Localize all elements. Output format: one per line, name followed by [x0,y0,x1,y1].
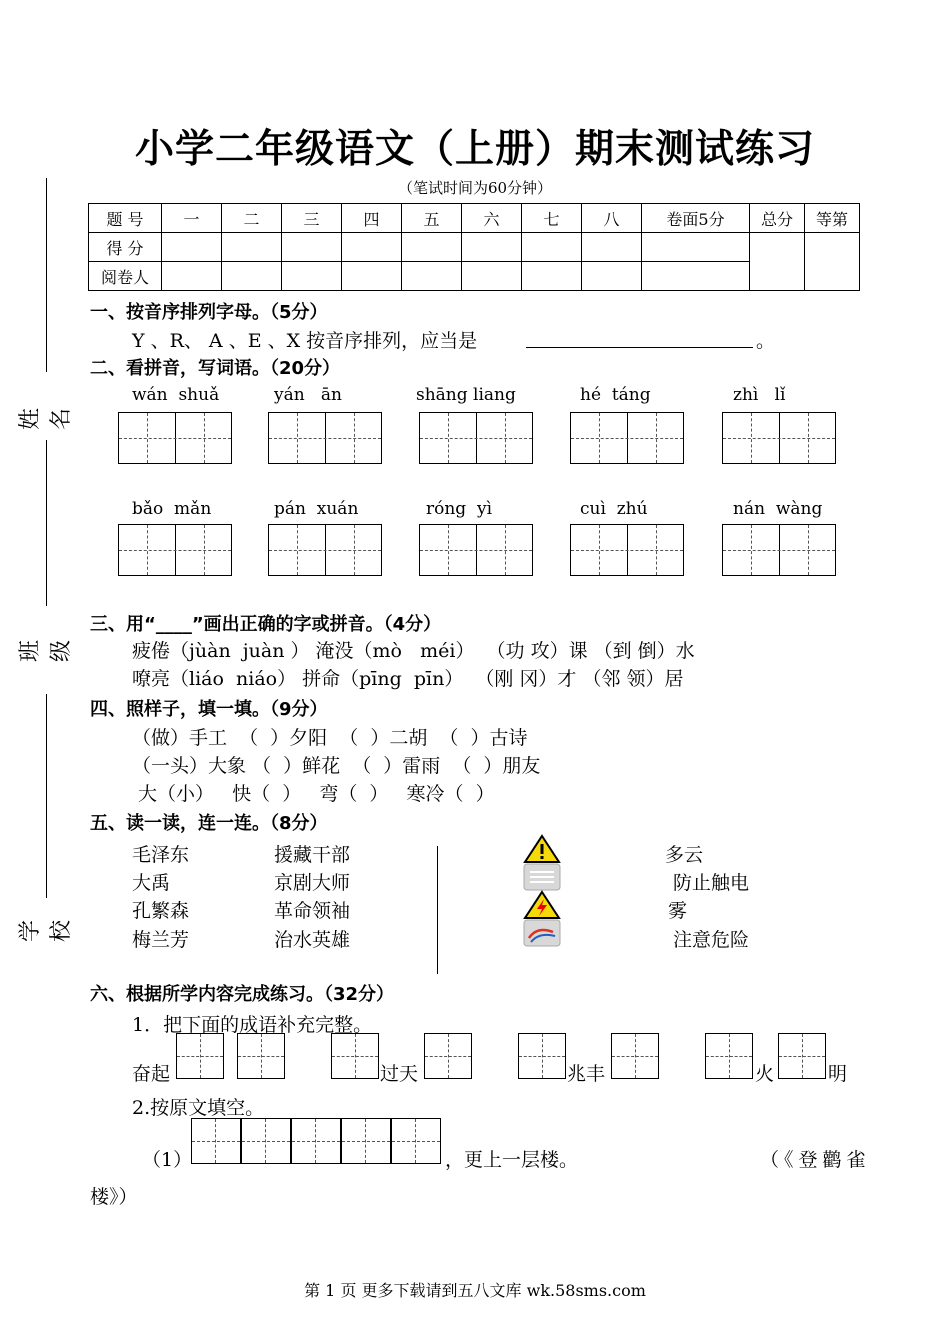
pinyin-label: shāng liang [416,385,516,405]
section-1-end: 。 [756,330,776,352]
person-role: 援藏干部 [274,844,351,866]
margin-line [46,440,47,606]
score-cell[interactable] [402,233,462,262]
grade-cell[interactable] [805,233,860,291]
character-box[interactable] [176,1033,224,1079]
person-role: 治水英雄 [274,929,351,951]
character-box[interactable] [391,1118,441,1164]
writing-grid[interactable] [722,412,836,464]
side-label-class: 班级 [18,640,74,663]
header-cell: 二 [222,204,282,233]
header-cell: 六 [462,204,522,233]
pinyin-label: bǎo mǎn [132,499,212,519]
person-name: 大禹 [132,872,171,894]
page-footer: 第 1 页 更多下载请到五八文库 wk.58sms.com [304,1281,646,1300]
pinyin-label: pán xuán [274,499,359,519]
idiom-text: 兆丰 [567,1063,606,1085]
question-1: 1．把下面的成语补充完整。 [132,1014,373,1036]
section-5-heading: 五、读一读，连一连。（8分） [90,813,328,834]
idiom-text: 过天 [380,1063,419,1085]
writing-grid[interactable] [722,524,836,576]
question-2: 2.按原文填空。 [132,1097,265,1119]
poem-source-cont: 楼》） [90,1186,138,1208]
writing-grid[interactable] [118,524,232,576]
pinyin-label: róng yì [426,499,493,519]
pinyin-label: wán shuǎ [132,385,220,405]
section-4-line-1: （做）手工 （ ）夕阳 （ ）二胡 （ ）古诗 [132,727,528,749]
writing-grid[interactable] [118,412,232,464]
writing-grid[interactable] [570,524,684,576]
section-2-heading: 二、看拼音，写词语。（20分） [90,358,341,379]
character-box[interactable] [518,1033,566,1079]
person-role: 革命领袖 [274,900,351,922]
row-label: 阅卷人 [89,262,162,291]
writing-grid[interactable] [268,524,382,576]
writing-grid[interactable] [268,412,382,464]
pinyin-label: zhì lǐ [733,385,786,405]
writing-grid[interactable] [570,412,684,464]
header-cell: 一 [162,204,222,233]
writing-grid[interactable] [419,412,533,464]
header-cell: 五 [402,204,462,233]
page-title: 小学二年级语文（上册）期末测试练习 [134,127,815,172]
warning-exclamation-icon [523,834,561,864]
character-box[interactable] [191,1118,241,1164]
sign-meaning: 注意危险 [673,929,750,951]
margin-line [46,694,47,898]
pinyin-label: hé táng [580,385,651,405]
score-cell[interactable] [162,233,222,262]
section-3-line-2: 嘹亮（liáo niáo） 拼命（pīng pīn） （刚 冈）才 （邻 领）居 [132,668,684,690]
margin-line [46,178,47,372]
character-box[interactable] [611,1033,659,1079]
score-cell[interactable] [342,233,402,262]
header-cell: 七 [522,204,582,233]
section-1-heading: 一、按音序排列字母。（5分） [90,302,328,323]
cloudy-icon [523,918,561,948]
section-1-text: Y 、R、 A 、E 、X 按音序排列，应当是 [132,330,478,352]
character-box[interactable] [424,1033,472,1079]
row-label: 得 分 [89,233,162,262]
exam-time-note: （笔试时间为60分钟） [397,179,553,197]
grader-cell[interactable] [282,262,342,291]
header-cell: 总分 [750,204,805,233]
idiom-text: 火 [755,1063,775,1085]
header-cell: 四 [342,204,402,233]
grader-cell[interactable] [162,262,222,291]
score-cell[interactable] [642,233,750,262]
score-cell[interactable] [222,233,282,262]
side-label-name: 姓名 [18,408,74,431]
character-box[interactable] [705,1033,753,1079]
sign-meaning: 防止触电 [673,872,750,894]
sign-meaning: 雾 [668,900,688,922]
section-4-heading: 四、照样子，填一填。（9分） [90,699,328,720]
poem-line: ，更上一层楼。 [445,1149,579,1171]
person-name: 毛泽东 [132,844,190,866]
question-2-1-number: （1） [142,1149,193,1171]
character-box[interactable] [291,1118,341,1164]
header-cell: 八 [582,204,642,233]
idiom-text: 奋起 [132,1063,171,1085]
pinyin-label: cuì zhú [580,499,648,519]
electric-hazard-icon [523,890,561,920]
score-cell[interactable] [282,233,342,262]
section-4-line-2: （一头）大象 （ ）鲜花 （ ）雷雨 （ ）朋友 [132,755,541,777]
character-box[interactable] [241,1118,291,1164]
character-box[interactable] [237,1033,285,1079]
person-name: 孔繁森 [132,900,190,922]
pinyin-label: nán wàng [733,499,823,519]
poem-source: （《登鹳雀 [760,1149,871,1171]
grader-cell[interactable] [402,262,462,291]
header-cell: 题 号 [89,204,162,233]
idiom-text: 明 [828,1063,848,1085]
grader-cell[interactable] [582,262,642,291]
grader-cell[interactable] [342,262,402,291]
score-cell[interactable] [582,233,642,262]
grader-cell[interactable] [222,262,282,291]
section-6-heading: 六、根据所学内容完成练习。（32分） [90,984,395,1005]
section-3-line-1: 疲倦（jùàn juàn ） 淹没（mò méi） （功 攻）课 （到 倒）水 [132,640,695,662]
grader-cell[interactable] [642,262,750,291]
answer-blank[interactable] [526,347,753,348]
character-box[interactable] [341,1118,391,1164]
section-3-heading: 三、用“____”画出正确的字或拼音。（4分） [90,614,442,635]
score-cell[interactable] [522,233,582,262]
header-cell: 三 [282,204,342,233]
person-name: 梅兰芳 [132,929,190,951]
side-label-school: 学校 [18,920,74,943]
grader-cell[interactable] [522,262,582,291]
character-box[interactable] [331,1033,379,1079]
header-cell: 等第 [805,204,860,233]
pinyin-label: yán ān [274,385,342,405]
score-cell[interactable] [462,233,522,262]
score-table [88,203,860,291]
person-role: 京剧大师 [274,872,351,894]
grader-cell[interactable] [462,262,522,291]
fog-icon [523,862,561,892]
section-4-line-3: 大（小） 快（ ） 弯（ ） 寒冷（ ） [132,783,495,805]
total-cell[interactable] [750,233,805,291]
divider [437,846,438,974]
sign-meaning: 多云 [665,844,704,866]
character-box[interactable] [778,1033,826,1079]
header-cell: 卷面5分 [642,204,750,233]
writing-grid[interactable] [419,524,533,576]
